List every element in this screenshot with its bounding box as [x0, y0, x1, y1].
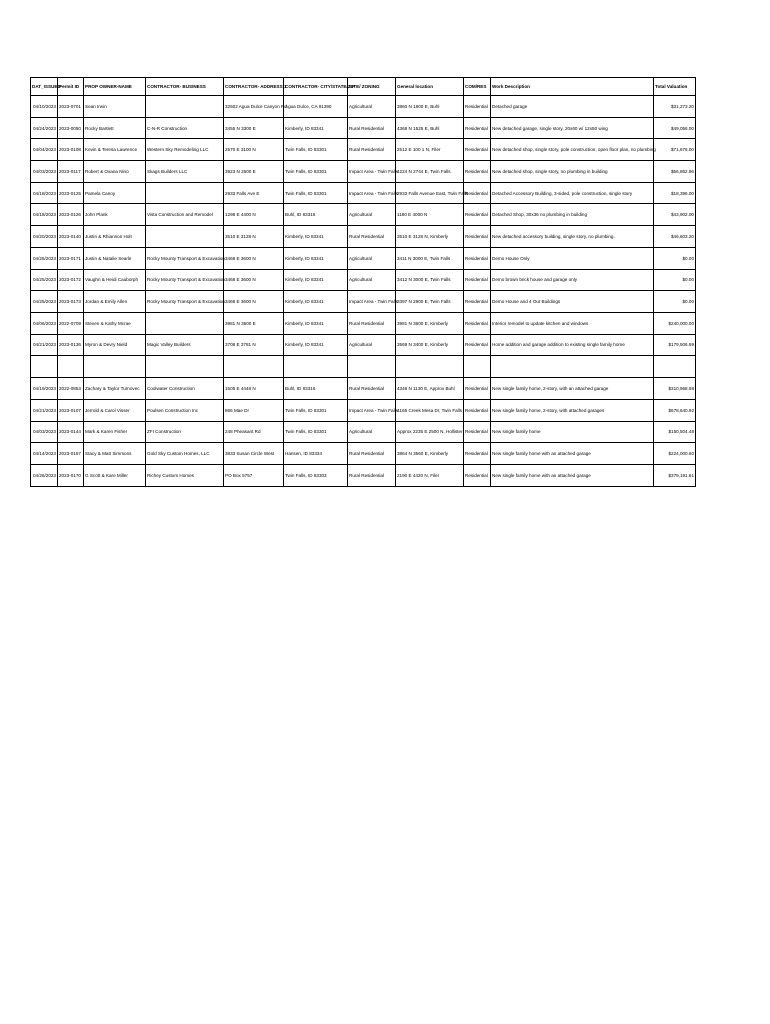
cell-total-valuation: $49,056.00: [654, 117, 696, 139]
table-row: [31, 421, 696, 443]
cell-contractor-address: 2570 E 3100 N: [224, 139, 284, 161]
table-row: [31, 399, 696, 421]
cell-permit-id: 2023-0144: [58, 421, 84, 443]
cell-total-valuation: $46,603.20: [654, 226, 696, 248]
header-com-res: COM/RES: [464, 78, 491, 96]
cell-work-description: New detached shop, single story, pole construction, open floor plan, no plumbing: [491, 139, 654, 161]
cell-permit-id: 2023-0136: [58, 334, 84, 356]
cell-contractor-business: [146, 182, 224, 204]
cell-total-valuation: $31,273.20: [654, 96, 696, 118]
cell-date-issued: 04/04/2023: [31, 139, 58, 161]
cell-general-location: 2512 E 100 1 N, Filer: [396, 139, 464, 161]
cell-contractor-business: C-N-R Construction: [146, 117, 224, 139]
cell-owner-name: Jordan & Emily Allen: [84, 291, 146, 313]
cell-permit-id: 2023-0172: [58, 269, 84, 291]
cell-total-valuation: $18,396.00: [654, 182, 696, 204]
cell-general-location: 4165 Creek Mesa Dr, Twin Falls: [396, 399, 464, 421]
cell-com-res: Residential: [464, 96, 491, 118]
cell-date-issued: 04/26/2023: [31, 465, 58, 487]
cell-contractor-address: 3923 N 2600 E: [224, 161, 284, 183]
cell-total-valuation: $0.00: [654, 269, 696, 291]
cell-owner-name: Zachary & Taylor Turnovec: [84, 378, 146, 400]
cell-work-description: Demo House and 4 Out Buildings: [491, 291, 654, 313]
cell-contractor-address: 3455 N 3300 E: [224, 117, 284, 139]
cell-permit-id: 2022-0853: [58, 378, 84, 400]
cell-site-zoning: Impact Area - Twin Falls: [348, 182, 396, 204]
cell-contractor-business: Rocky Mounty Transport & Excavation: [146, 291, 224, 313]
cell-contractor-business: Skags Builders LLC: [146, 161, 224, 183]
cell-contractor-city: Twin Falls, ID 83301: [284, 182, 348, 204]
cell-owner-name: John Plank: [84, 204, 146, 226]
cell-site-zoning: Impact Area - Twin Falls: [348, 161, 396, 183]
cell-date-issued: 04/21/2023: [31, 399, 58, 421]
cell-com-res: Residential: [464, 312, 491, 334]
cell-total-valuation: $310,968.98: [654, 378, 696, 400]
cell-owner-name: Vaughn & Heidi Cauborph: [84, 269, 146, 291]
cell-contractor-city: Kimberly, ID 83341: [284, 226, 348, 248]
table-row: [31, 204, 696, 226]
cell-contractor-city: Agua Dulce, CA 91390: [284, 96, 348, 118]
cell-contractor-city: Kimberly, ID 83341: [284, 117, 348, 139]
cell-total-valuation: $379,191.61: [654, 465, 696, 487]
cell-site-zoning: Agricultural: [348, 334, 396, 356]
cell-contractor-business: Coolwater Construction: [146, 378, 224, 400]
cell-work-description: New single family home with an attached garage: [491, 443, 654, 465]
cell-com-res: Residential: [464, 443, 491, 465]
cell-general-location: 1180 E 4000 N: [396, 204, 464, 226]
cell-com-res: Residential: [464, 378, 491, 400]
header-permit-id: Permit ID: [58, 78, 84, 96]
cell-contractor-address: 866 Mae Dr: [224, 399, 284, 421]
cell-date-issued: 04/18/2023: [31, 204, 58, 226]
table-row: [31, 117, 696, 139]
cell-com-res: Residential: [464, 465, 491, 487]
cell-total-valuation: $56,862.96: [654, 161, 696, 183]
table-row: [31, 465, 696, 487]
cell-com-res: Residential: [464, 334, 491, 356]
cell-contractor-city: Hansen, ID 83334: [284, 443, 348, 465]
cell-total-valuation: $0.00: [654, 291, 696, 313]
cell-work-description: New single family home: [491, 421, 654, 443]
cell-contractor-city: Kimberly, ID 83341: [284, 312, 348, 334]
cell-date-issued: 04/25/2023: [31, 247, 58, 269]
cell-date-issued: 04/25/2023: [31, 269, 58, 291]
cell-contractor-city: Kimberly, ID 83341: [284, 334, 348, 356]
blank-cell: [491, 356, 654, 378]
cell-permit-id: 2022-0709: [58, 312, 84, 334]
cell-permit-id: 2023-0140: [58, 226, 84, 248]
cell-general-location: 3412 N 3000 E, Twin Falls: [396, 269, 464, 291]
cell-permit-id: 2023-0170: [58, 465, 84, 487]
cell-owner-name: Jerrold & Carol Visser: [84, 399, 146, 421]
cell-work-description: New single family home with an attached garage: [491, 465, 654, 487]
cell-date-issued: 04/24/2023: [31, 117, 58, 139]
cell-owner-name: Myron & Devry Nield: [84, 334, 146, 356]
cell-work-description: Interior remodel to update kitchen and windows: [491, 312, 654, 334]
cell-contractor-address: 3981 N 3600 E: [224, 312, 284, 334]
header-prop-owner-name: PROP OWNER-NAME: [84, 78, 146, 96]
cell-work-description: Detached garage: [491, 96, 654, 118]
cell-site-zoning: Rural Residential: [348, 312, 396, 334]
cell-work-description: New detached accessory building, single story, no plumbing.: [491, 226, 654, 248]
cell-com-res: Residential: [464, 226, 491, 248]
cell-total-valuation: $179,506.69: [654, 334, 696, 356]
cell-contractor-business: Richey Custom Homes: [146, 465, 224, 487]
cell-owner-name: Robert & Oxana Nino: [84, 161, 146, 183]
cell-site-zoning: Impact Area - Twin Falls: [348, 399, 396, 421]
cell-general-location: 4224 N 2744 E, Twin Falls: [396, 161, 464, 183]
cell-com-res: Residential: [464, 269, 491, 291]
header-site-zoning: SITE/ ZONING: [348, 78, 396, 96]
blank-cell: [396, 356, 464, 378]
blank-cell: [654, 356, 696, 378]
cell-com-res: Residential: [464, 421, 491, 443]
cell-contractor-business: Poulsen Construction Inc: [146, 399, 224, 421]
cell-contractor-address: 1298 E 4400 N: [224, 204, 284, 226]
cell-date-issued: 04/20/2023: [31, 226, 58, 248]
blank-cell: [224, 356, 284, 378]
cell-contractor-business: ZFI Construction: [146, 421, 224, 443]
cell-contractor-address: 3468 E 3600 N: [224, 291, 284, 313]
cell-contractor-business: Magic Valley Builders: [146, 334, 224, 356]
cell-contractor-city: Buhl, ID 83316: [284, 378, 348, 400]
cell-site-zoning: Agricultural: [348, 421, 396, 443]
cell-work-description: Detached Accessory Building, 3-sided, pole construction, single story: [491, 182, 654, 204]
cell-site-zoning: Rural Residential: [348, 465, 396, 487]
cell-work-description: Home addition and garage addition to existing single family home: [491, 334, 654, 356]
cell-contractor-address: 3468 E 3600 N: [224, 247, 284, 269]
cell-permit-id: 2023-0157: [58, 443, 84, 465]
blank-cell: [31, 356, 58, 378]
table-row: [31, 378, 696, 400]
cell-contractor-city: Buhl, ID 83316: [284, 204, 348, 226]
cell-total-valuation: $678,640.92: [654, 399, 696, 421]
header-total-valuation: Total Valuation: [654, 78, 696, 96]
cell-com-res: Residential: [464, 182, 491, 204]
cell-date-issued: 04/10/2023: [31, 96, 58, 118]
cell-contractor-business: Rocky Mounty Transport & Excavation: [146, 269, 224, 291]
cell-work-description: New detached garage, single story, 20x60 w/ 12x50 wing: [491, 117, 654, 139]
cell-owner-name: Sean Irwin: [84, 96, 146, 118]
cell-site-zoning: Agricultural: [348, 204, 396, 226]
cell-contractor-address: 3468 E 3600 N: [224, 269, 284, 291]
permit-spreadsheet: [30, 77, 696, 487]
cell-contractor-address: 1505 E 4448 N: [224, 378, 284, 400]
cell-date-issued: 04/19/2023: [31, 378, 58, 400]
blank-cell: [58, 356, 84, 378]
cell-contractor-address: 3833 Susan Circle West: [224, 443, 284, 465]
header-contractor-address: CONTRACTOR- ADDRESS 1: [224, 78, 284, 96]
cell-site-zoning: Agricultural: [348, 269, 396, 291]
table-row: [31, 161, 696, 183]
cell-permit-id: 2023-0050: [58, 117, 84, 139]
cell-contractor-address: 32502 Agua Dulce Canyon Rd: [224, 96, 284, 118]
cell-work-description: Demo House Only: [491, 247, 654, 269]
cell-general-location: 4348 N 1130 E, Approx Buhl: [396, 378, 464, 400]
blank-cell: [464, 356, 491, 378]
table-row: [31, 226, 696, 248]
cell-contractor-city: Kimberly, ID 83341: [284, 247, 348, 269]
cell-date-issued: 04/21/2023: [31, 334, 58, 356]
cell-contractor-business: [146, 226, 224, 248]
cell-work-description: New detached shop, single story, no plumbing in building: [491, 161, 654, 183]
cell-permit-id: 2023-0173: [58, 291, 84, 313]
cell-general-location: 4368 N 1525 E, Buhl: [396, 117, 464, 139]
cell-total-valuation: $43,902.00: [654, 204, 696, 226]
cell-contractor-business: Gold Sky Custom Homes, LLC: [146, 443, 224, 465]
cell-contractor-city: Twin Falls, ID 83303: [284, 465, 348, 487]
cell-general-location: 2933 Falls Avenue East, Twin Falls: [396, 182, 464, 204]
header-general-location: General location: [396, 78, 464, 96]
cell-com-res: Residential: [464, 247, 491, 269]
cell-general-location: 3864 N 3560 E, Kimberly: [396, 443, 464, 465]
table-row: [31, 96, 696, 118]
header-work-description: Work Description: [491, 78, 654, 96]
cell-site-zoning: Impact Area - Twin Falls: [348, 291, 396, 313]
cell-contractor-city: Twin Falls, ID 83301: [284, 421, 348, 443]
cell-general-location: 3981 N 3600 E, Kimberly: [396, 312, 464, 334]
table-row: [31, 334, 696, 356]
blank-cell: [284, 356, 348, 378]
cell-contractor-city: Twin Falls, ID 83301: [284, 161, 348, 183]
cell-total-valuation: $150,504.48: [654, 421, 696, 443]
cell-general-location: 2190 E 4420 N, Filer: [396, 465, 464, 487]
cell-date-issued: 04/14/2023: [31, 443, 58, 465]
cell-site-zoning: Rural Residential: [348, 139, 396, 161]
cell-general-location: 3569 N 3400 E, Kimberly: [396, 334, 464, 356]
header-date-issued: DAT_ISSUED: [31, 78, 58, 96]
cell-contractor-city: Twin Falls, ID 83301: [284, 139, 348, 161]
cell-work-description: Detached Shop, 30x36 no plumbing in building: [491, 204, 654, 226]
cell-com-res: Residential: [464, 161, 491, 183]
cell-work-description: New single family home, 2-story, with attached garages: [491, 399, 654, 421]
cell-total-valuation: $0.00: [654, 247, 696, 269]
header-contractor-business: CONTRACTOR- BUSINESS: [146, 78, 224, 96]
cell-site-zoning: Rural Residential: [348, 117, 396, 139]
table-row: [31, 291, 696, 313]
header-contractor-city-state-zip: CONTRACTOR- CITY/STATE/ZIP: [284, 78, 348, 96]
cell-date-issued: 04/06/2023: [31, 312, 58, 334]
header-row: [31, 78, 696, 96]
table-row: [31, 139, 696, 161]
cell-permit-id: 2023-0107: [58, 399, 84, 421]
cell-owner-name: Justin & Rhiannon Holt: [84, 226, 146, 248]
cell-contractor-business: [146, 96, 224, 118]
blank-cell: [84, 356, 146, 378]
table-row: [31, 312, 696, 334]
cell-total-valuation: $240,000.00: [654, 312, 696, 334]
cell-general-location: 3411 N 3000 E, Twin Falls: [396, 247, 464, 269]
cell-contractor-business: Vista Construction and Remodel: [146, 204, 224, 226]
table-row: [31, 247, 696, 269]
cell-permit-id: 2023-0125: [58, 182, 84, 204]
blank-cell: [146, 356, 224, 378]
cell-owner-name: G Scott & Kare Miller: [84, 465, 146, 487]
cell-com-res: Residential: [464, 117, 491, 139]
cell-contractor-address: PO Box 5757: [224, 465, 284, 487]
cell-work-description: New single family home, 2-story, with an attached garage: [491, 378, 654, 400]
cell-contractor-city: Twin Falls, ID 83301: [284, 399, 348, 421]
cell-date-issued: 04/03/2023: [31, 421, 58, 443]
cell-general-location: 3860 N 1800 E, Buhl: [396, 96, 464, 118]
cell-com-res: Residential: [464, 204, 491, 226]
blank-cell: [348, 356, 396, 378]
cell-owner-name: Justin & Natalie Searle: [84, 247, 146, 269]
cell-contractor-business: Rocky Mounty Transport & Excavation: [146, 247, 224, 269]
cell-contractor-address: 3708 E 3781 N: [224, 334, 284, 356]
cell-total-valuation: $71,676.00: [654, 139, 696, 161]
table-row: [31, 182, 696, 204]
cell-site-zoning: Rural Residential: [348, 378, 396, 400]
cell-site-zoning: Rural Residential: [348, 443, 396, 465]
cell-contractor-business: Western Sky Remodeling LLC: [146, 139, 224, 161]
cell-date-issued: 04/18/2023: [31, 182, 58, 204]
cell-date-issued: 04/25/2023: [31, 291, 58, 313]
cell-work-description: Demo brown brick house and garage only: [491, 269, 654, 291]
cell-site-zoning: Agricultural: [348, 247, 396, 269]
cell-contractor-address: 3510 E 3128 N: [224, 226, 284, 248]
cell-com-res: Residential: [464, 399, 491, 421]
table-row: [31, 269, 696, 291]
cell-general-location: 3397 N 2900 E, Twin Falls: [396, 291, 464, 313]
cell-permit-id: 2023-0701: [58, 96, 84, 118]
cell-owner-name: Mark & Karen Fisher: [84, 421, 146, 443]
cell-com-res: Residential: [464, 139, 491, 161]
cell-contractor-address: 248 Pheasant Rd: [224, 421, 284, 443]
permit-table: [30, 77, 696, 487]
table-row: [31, 443, 696, 465]
cell-site-zoning: Rural Residential: [348, 226, 396, 248]
cell-owner-name: Pamela Canoy: [84, 182, 146, 204]
cell-owner-name: Steven & Kathy Mcrae: [84, 312, 146, 334]
cell-owner-name: Kevin & Teresa Lawrence: [84, 139, 146, 161]
cell-total-valuation: $224,000.60: [654, 443, 696, 465]
cell-contractor-address: 2933 Falls Ave E: [224, 182, 284, 204]
cell-general-location: 3510 E 3128 N, Kimberly: [396, 226, 464, 248]
cell-permit-id: 2023-0126: [58, 204, 84, 226]
cell-contractor-city: Kimberly, ID 83341: [284, 291, 348, 313]
cell-permit-id: 2023-0108: [58, 139, 84, 161]
cell-com-res: Residential: [464, 291, 491, 313]
cell-site-zoning: Agricultural: [348, 96, 396, 118]
blank-row: [31, 356, 696, 378]
cell-owner-name: Rocky Bartlett: [84, 117, 146, 139]
cell-permit-id: 2023-0171: [58, 247, 84, 269]
cell-general-location: Approx 2235 E 2500 N, Hollister: [396, 421, 464, 443]
cell-owner-name: Stacy & Matt Simmons: [84, 443, 146, 465]
cell-contractor-business: [146, 312, 224, 334]
cell-permit-id: 2023-0117: [58, 161, 84, 183]
cell-date-issued: 04/03/2023: [31, 161, 58, 183]
cell-contractor-city: Kimberly, ID 83341: [284, 269, 348, 291]
